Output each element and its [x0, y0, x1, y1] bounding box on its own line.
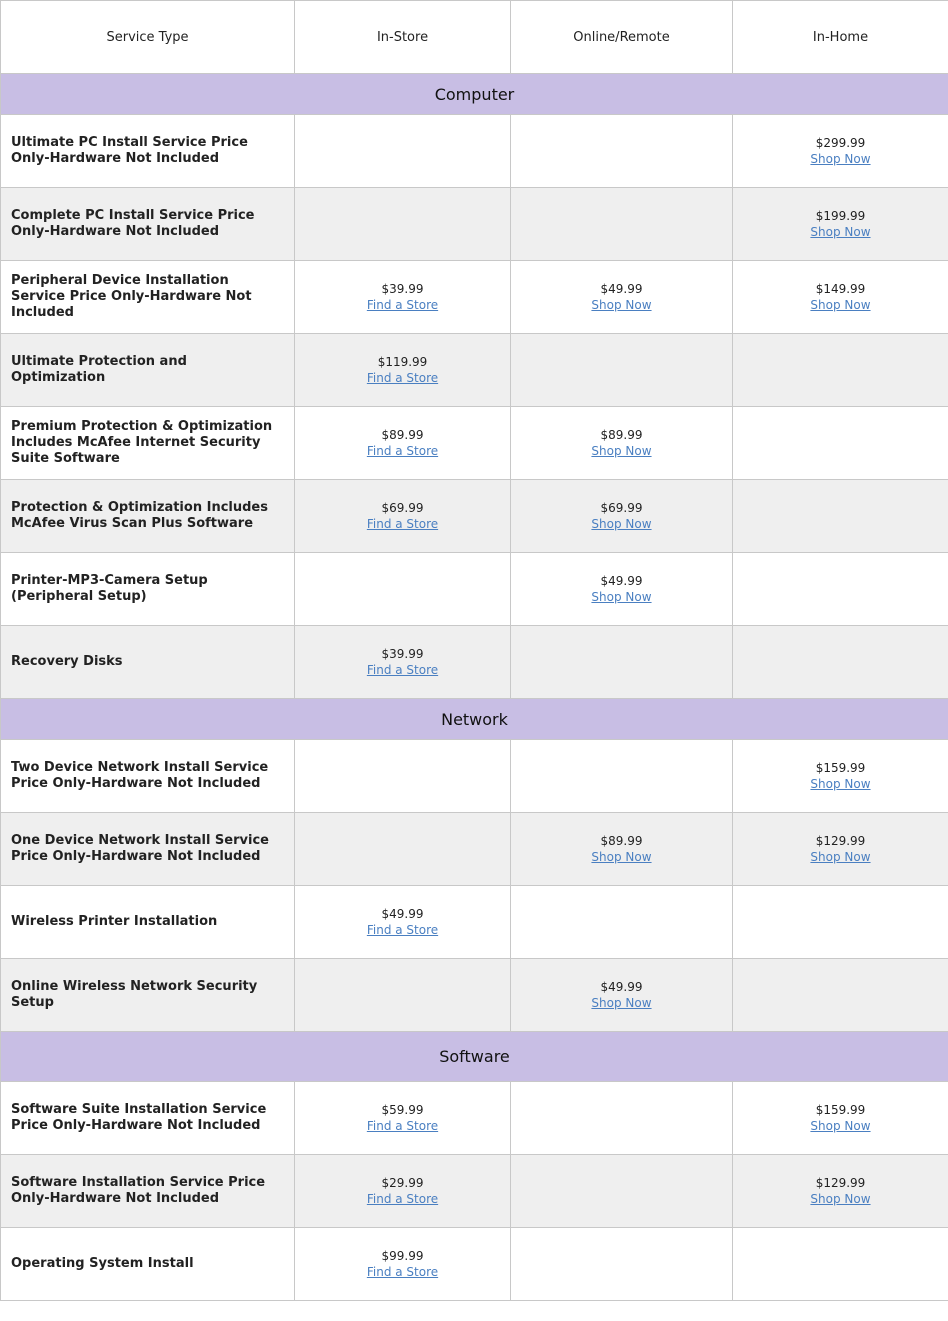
shop-now-link[interactable]: Shop Now — [810, 850, 871, 864]
table-row — [1, 1155, 948, 1228]
price: $299.99 — [815, 136, 866, 150]
section-header — [1, 699, 948, 740]
in-store-cell — [295, 261, 511, 334]
header-service-type: Service Type — [1, 1, 295, 74]
shop-now-link[interactable]: Shop Now — [810, 152, 871, 166]
in-store-cell — [295, 959, 511, 1032]
in-store-cell — [295, 188, 511, 261]
section-title: Network — [1, 699, 948, 740]
price: $69.99 — [600, 501, 643, 515]
shop-now-link[interactable]: Shop Now — [591, 850, 652, 864]
online-remote-cell — [511, 334, 733, 407]
shop-now-link[interactable]: Shop Now — [591, 517, 652, 531]
table-row — [1, 407, 948, 480]
in-store-cell — [295, 115, 511, 188]
in-store-cell — [295, 886, 511, 959]
price: $199.99 — [815, 209, 866, 223]
service-name: Protection & Optimization Includes McAfee Virus Scan Plus Software — [1, 480, 295, 553]
table-header — [1, 1, 948, 74]
table-row — [1, 188, 948, 261]
section-header — [1, 74, 948, 115]
shop-now-link[interactable]: Shop Now — [810, 225, 871, 239]
service-name: Recovery Disks — [1, 626, 295, 699]
section-title: Computer — [1, 74, 948, 115]
service-name: Operating System Install — [1, 1228, 295, 1301]
online-remote-cell — [511, 959, 733, 1032]
price: $49.99 — [600, 980, 643, 994]
price: $39.99 — [381, 647, 424, 661]
table-row — [1, 334, 948, 407]
shop-now-link[interactable]: Shop Now — [810, 777, 871, 791]
in-home-cell — [733, 334, 948, 407]
online-remote-cell — [511, 188, 733, 261]
shop-now-link[interactable]: Shop Now — [591, 298, 652, 312]
table-row — [1, 115, 948, 188]
price: $149.99 — [815, 282, 866, 296]
service-name: Ultimate PC Install Service Price Only-Hardware Not Included — [1, 115, 295, 188]
find-a-store-link[interactable]: Find a Store — [366, 444, 439, 458]
service-name: Printer-MP3-Camera Setup (Peripheral Setup) — [1, 553, 295, 626]
online-remote-cell — [511, 813, 733, 886]
online-remote-cell — [511, 1228, 733, 1301]
find-a-store-link[interactable]: Find a Store — [366, 517, 439, 531]
table-row — [1, 626, 948, 699]
in-store-cell — [295, 480, 511, 553]
in-home-cell — [733, 115, 948, 188]
section-header — [1, 1032, 948, 1082]
price: $119.99 — [377, 355, 428, 369]
service-name: Online Wireless Network Security Setup — [1, 959, 295, 1032]
section-title: Software — [1, 1032, 948, 1082]
find-a-store-link[interactable]: Find a Store — [366, 298, 439, 312]
online-remote-cell — [511, 407, 733, 480]
header-in-store: In-Store — [295, 1, 511, 74]
find-a-store-link[interactable]: Find a Store — [366, 1119, 439, 1133]
price: $89.99 — [600, 834, 643, 848]
price: $59.99 — [381, 1103, 424, 1117]
in-home-cell — [733, 553, 948, 626]
table-row — [1, 480, 948, 553]
online-remote-cell — [511, 626, 733, 699]
in-store-cell — [295, 813, 511, 886]
in-store-cell — [295, 334, 511, 407]
in-home-cell — [733, 1082, 948, 1155]
service-name: Complete PC Install Service Price Only-Hardware Not Included — [1, 188, 295, 261]
service-name: One Device Network Install Service Price Only-Hardware Not Included — [1, 813, 295, 886]
table-row — [1, 740, 948, 813]
price: $49.99 — [600, 574, 643, 588]
price: $89.99 — [381, 428, 424, 442]
online-remote-cell — [511, 1082, 733, 1155]
shop-now-link[interactable]: Shop Now — [591, 996, 652, 1010]
in-home-cell — [733, 959, 948, 1032]
price: $99.99 — [381, 1249, 424, 1263]
in-home-cell — [733, 886, 948, 959]
in-store-cell — [295, 553, 511, 626]
in-store-cell — [295, 407, 511, 480]
service-name: Software Suite Installation Service Price Only-Hardware Not Included — [1, 1082, 295, 1155]
service-name: Ultimate Protection and Optimization — [1, 334, 295, 407]
price: $129.99 — [815, 1176, 866, 1190]
in-home-cell — [733, 1155, 948, 1228]
price: $29.99 — [381, 1176, 424, 1190]
table-row — [1, 886, 948, 959]
table-row — [1, 261, 948, 334]
find-a-store-link[interactable]: Find a Store — [366, 923, 439, 937]
online-remote-cell — [511, 480, 733, 553]
in-home-cell — [733, 407, 948, 480]
online-remote-cell — [511, 1155, 733, 1228]
in-home-cell — [733, 480, 948, 553]
in-store-cell — [295, 740, 511, 813]
service-name: Premium Protection & Optimization Includes McAfee Internet Security Suite Software — [1, 407, 295, 480]
price: $49.99 — [381, 907, 424, 921]
in-store-cell — [295, 1155, 511, 1228]
shop-now-link[interactable]: Shop Now — [810, 1119, 871, 1133]
in-home-cell — [733, 1228, 948, 1301]
find-a-store-link[interactable]: Find a Store — [366, 1265, 439, 1279]
table-row — [1, 959, 948, 1032]
price: $159.99 — [815, 761, 866, 775]
header-online-remote: Online/Remote — [511, 1, 733, 74]
header-row — [1, 1, 948, 74]
online-remote-cell — [511, 115, 733, 188]
in-home-cell — [733, 188, 948, 261]
in-home-cell — [733, 813, 948, 886]
table-row — [1, 1228, 948, 1301]
shop-now-link[interactable]: Shop Now — [591, 444, 652, 458]
header-in-home: In-Home — [733, 1, 948, 74]
shop-now-link[interactable]: Shop Now — [810, 298, 871, 312]
find-a-store-link[interactable]: Find a Store — [366, 371, 439, 385]
in-store-cell — [295, 626, 511, 699]
service-name: Two Device Network Install Service Price Only-Hardware Not Included — [1, 740, 295, 813]
shop-now-link[interactable]: Shop Now — [591, 590, 652, 604]
online-remote-cell — [511, 740, 733, 813]
table-row — [1, 1082, 948, 1155]
in-home-cell — [733, 261, 948, 334]
find-a-store-link[interactable]: Find a Store — [366, 663, 439, 677]
online-remote-cell — [511, 261, 733, 334]
service-name: Software Installation Service Price Only-Hardware Not Included — [1, 1155, 295, 1228]
price: $49.99 — [600, 282, 643, 296]
table-row — [1, 813, 948, 886]
price: $129.99 — [815, 834, 866, 848]
in-home-cell — [733, 740, 948, 813]
price: $69.99 — [381, 501, 424, 515]
price: $39.99 — [381, 282, 424, 296]
in-home-cell — [733, 626, 948, 699]
find-a-store-link[interactable]: Find a Store — [366, 1192, 439, 1206]
online-remote-cell — [511, 886, 733, 959]
shop-now-link[interactable]: Shop Now — [810, 1192, 871, 1206]
price: $89.99 — [600, 428, 643, 442]
service-name: Peripheral Device Installation Service Price Only-Hardware Not Included — [1, 261, 295, 334]
price: $159.99 — [815, 1103, 866, 1117]
online-remote-cell — [511, 553, 733, 626]
in-store-cell — [295, 1082, 511, 1155]
table-row — [1, 553, 948, 626]
in-store-cell — [295, 1228, 511, 1301]
table-body — [1, 74, 948, 1301]
service-name: Wireless Printer Installation — [1, 886, 295, 959]
